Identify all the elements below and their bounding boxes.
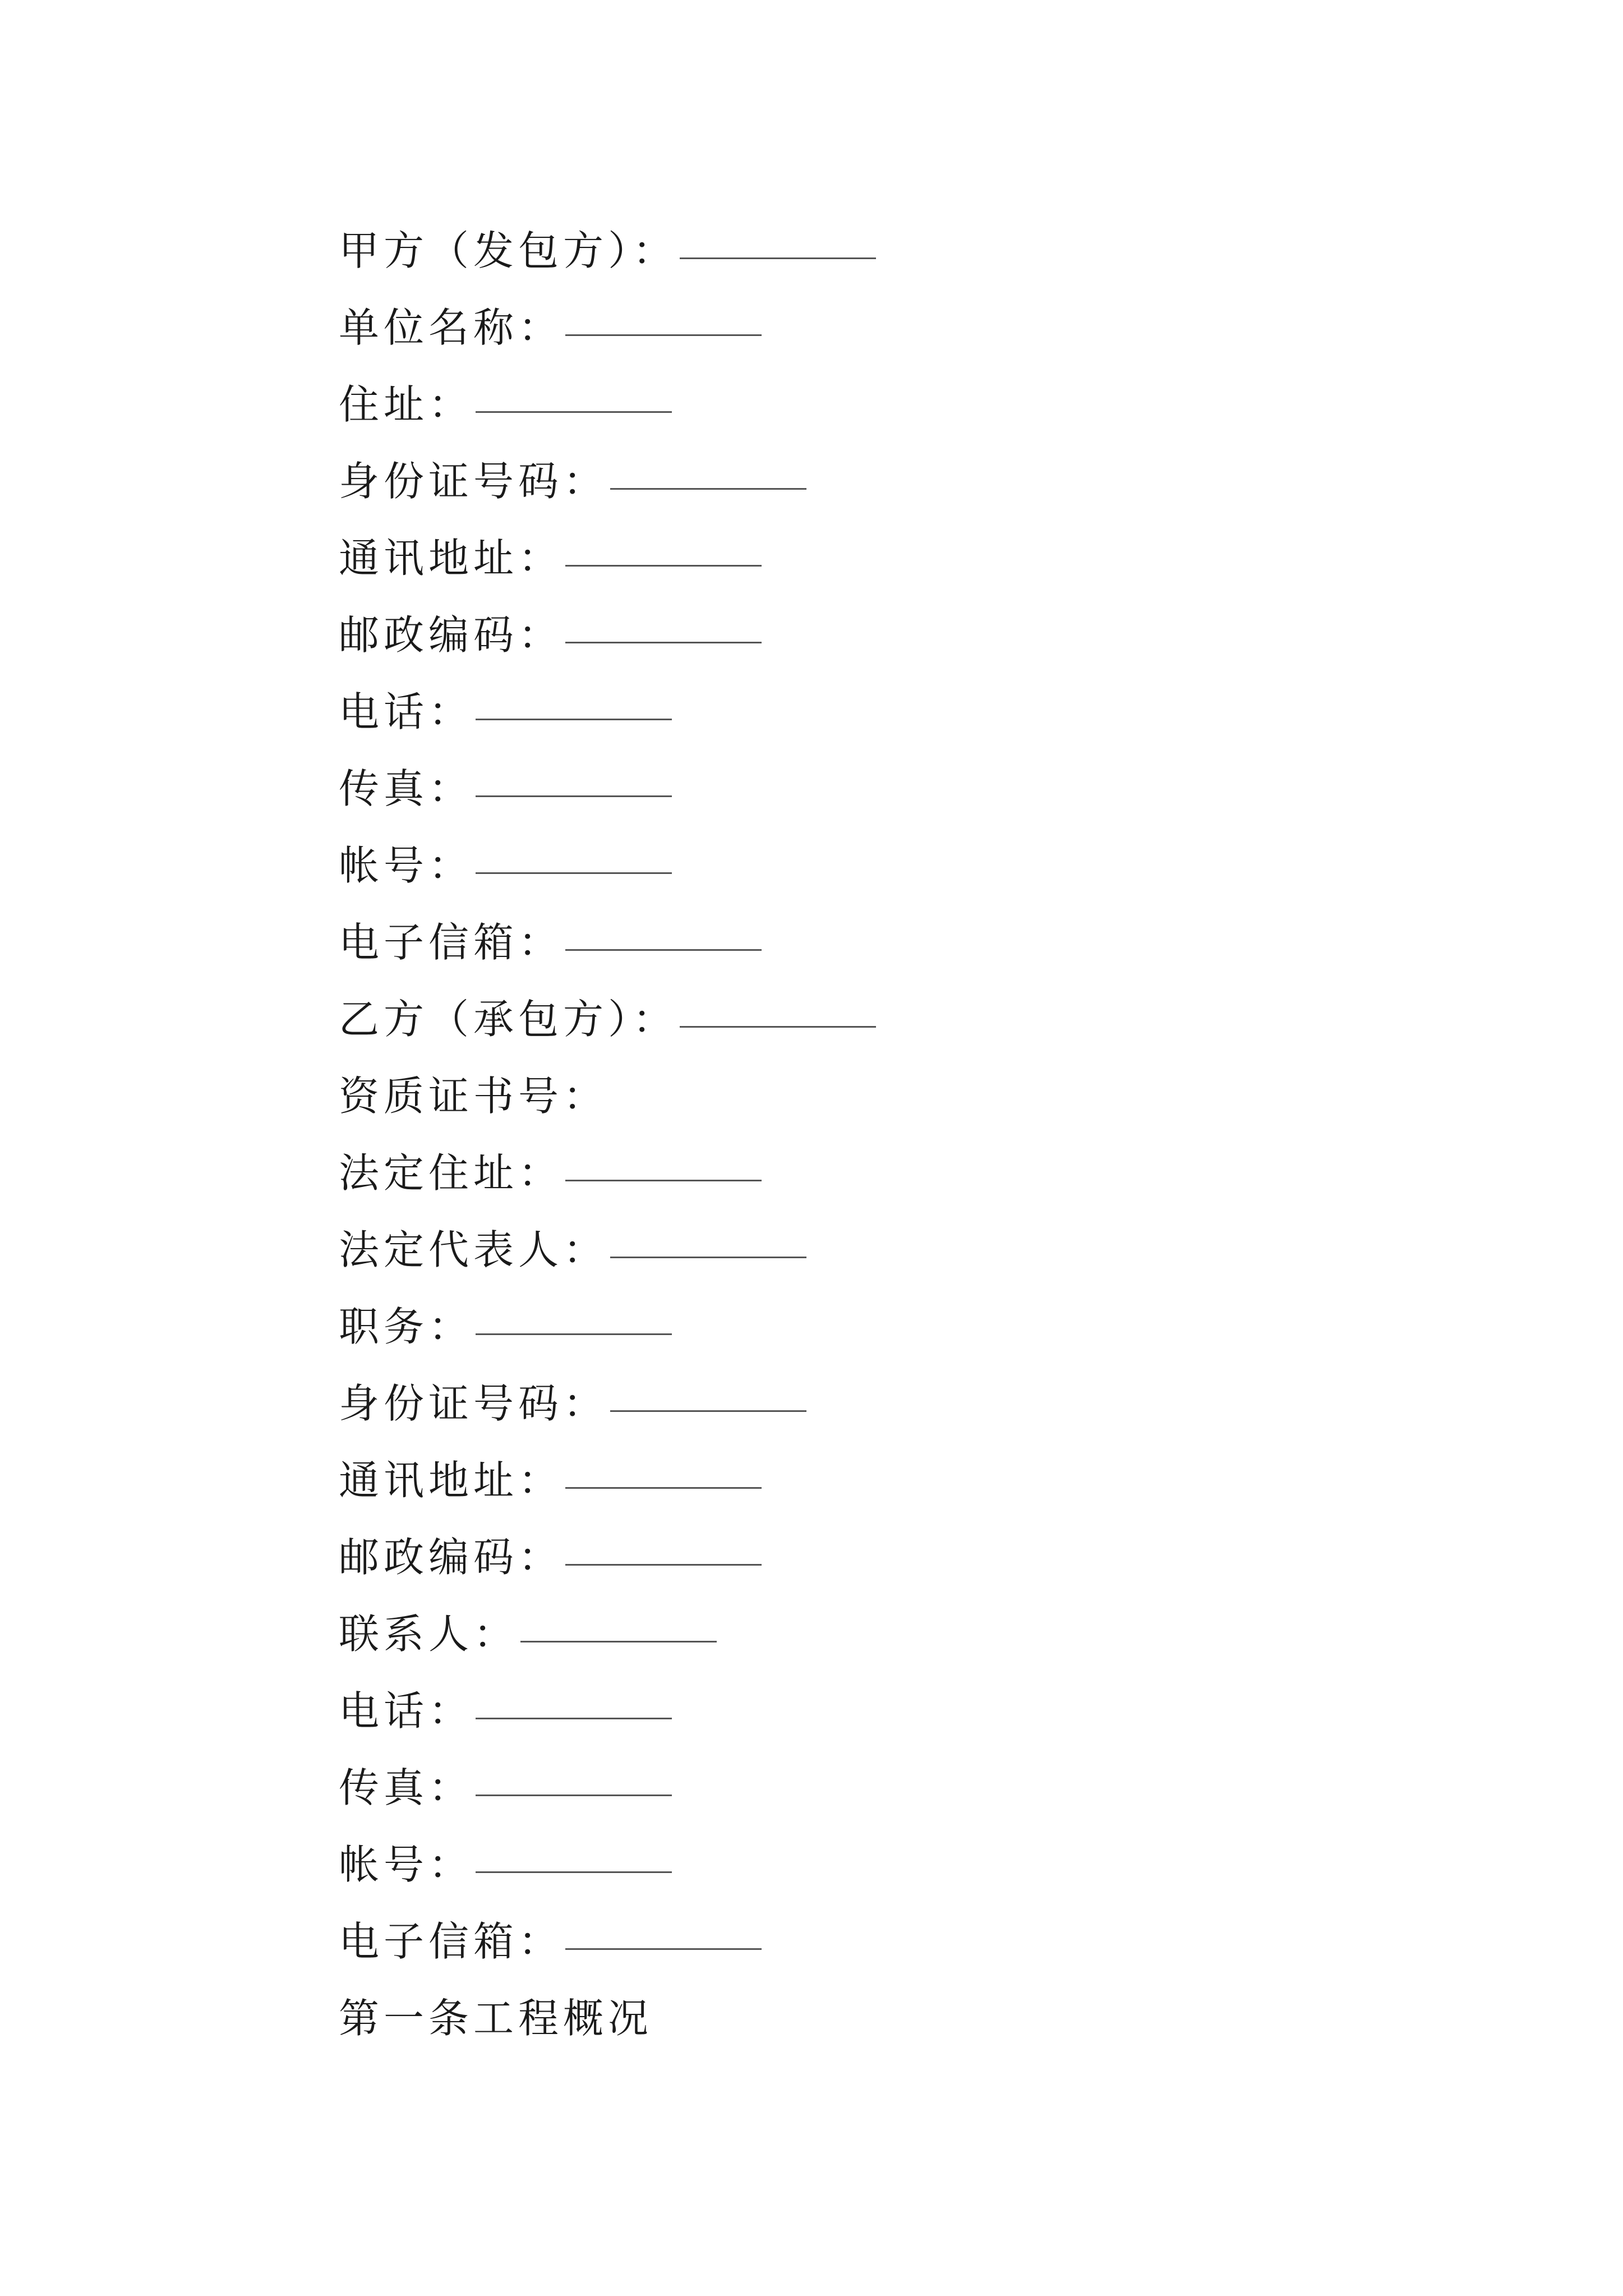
party-a-label: 甲方（发包方）： (339, 227, 678, 274)
party-a-fax-blank (476, 795, 672, 797)
residence-line (339, 362, 1460, 439)
party-b-postal-code-line (339, 1515, 1460, 1592)
party-a-id-number-label: 身份证号码： (339, 457, 608, 505)
party-a-account-label: 帐号： (339, 841, 474, 889)
qualification-cert-line (339, 1054, 1460, 1131)
party-a-phone-label: 电话： (339, 688, 474, 735)
party-a-blank (680, 257, 876, 259)
party-a-phone-line (339, 670, 1460, 747)
party-b-email-blank (565, 1948, 762, 1950)
party-a-mailing-address-blank (565, 565, 762, 567)
party-b-id-number-blank (610, 1410, 806, 1412)
party-b-phone-line (339, 1669, 1460, 1746)
party-a-fax-label: 传真： (339, 765, 474, 812)
party-b-id-number-label: 身份证号码： (339, 1379, 608, 1427)
contact-person-label: 联系人： (339, 1610, 519, 1658)
party-a-mailing-address-line (339, 516, 1460, 593)
party-a-email-blank (565, 949, 762, 951)
party-a-email-label: 电子信箱： (339, 918, 564, 966)
unit-name-label: 单位名称： (339, 303, 564, 351)
party-b-email-line (339, 1899, 1460, 1976)
party-a-mailing-address-label: 通讯地址： (339, 534, 564, 582)
legal-representative-blank (610, 1257, 806, 1258)
position-blank (476, 1333, 672, 1335)
contract-fields (339, 209, 1460, 2053)
party-b-fax-label: 传真： (339, 1764, 474, 1811)
party-a-postal-code-label: 邮政编码： (339, 611, 564, 659)
party-b-postal-code-label: 邮政编码： (339, 1533, 564, 1581)
party-b-account-blank (476, 1871, 672, 1873)
unit-name-blank (565, 334, 762, 336)
party-a-postal-code-blank (565, 642, 762, 643)
unit-name-line (339, 286, 1460, 362)
legal-address-line (339, 1131, 1460, 1208)
party-b-account-line (339, 1823, 1460, 1899)
party-b-phone-blank (476, 1718, 672, 1719)
party-b-mailing-address-blank (565, 1487, 762, 1489)
legal-address-blank (565, 1180, 762, 1181)
legal-representative-line (339, 1208, 1460, 1285)
qualification-cert-label: 资质证书号： (339, 1072, 608, 1120)
party-b-postal-code-blank (565, 1564, 762, 1566)
party-b-account-label: 帐号： (339, 1841, 474, 1888)
residence-blank (476, 411, 672, 413)
party-b-phone-label: 电话： (339, 1687, 474, 1734)
article-one-heading-text: 第一条工程概况 (339, 1994, 653, 2042)
party-a-id-number-line (339, 439, 1460, 516)
position-label: 职务： (339, 1303, 474, 1350)
party-b-email-label: 电子信箱： (339, 1917, 564, 1965)
party-b-mailing-address-label: 通讯地址： (339, 1456, 564, 1504)
party-b-id-number-line (339, 1361, 1460, 1438)
party-a-fax-line (339, 747, 1460, 823)
party-a-line (339, 209, 1460, 286)
contact-person-line (339, 1592, 1460, 1669)
article-one-heading (339, 1976, 1460, 2053)
party-a-phone-blank (476, 719, 672, 720)
contact-person-blank (520, 1641, 717, 1642)
legal-address-label: 法定住址： (339, 1149, 564, 1197)
party-b-blank (680, 1026, 876, 1028)
party-b-fax-blank (476, 1795, 672, 1796)
residence-label: 住址： (339, 380, 474, 428)
party-b-fax-line (339, 1746, 1460, 1823)
legal-representative-label: 法定代表人： (339, 1226, 608, 1273)
party-a-postal-code-line (339, 593, 1460, 670)
party-a-email-line (339, 900, 1460, 977)
party-a-id-number-blank (610, 488, 806, 490)
party-a-account-blank (476, 872, 672, 874)
party-b-label: 乙方（承包方）： (339, 995, 678, 1043)
party-b-mailing-address-line (339, 1438, 1460, 1515)
position-line (339, 1285, 1460, 1361)
party-b-line (339, 977, 1460, 1054)
party-a-account-line (339, 823, 1460, 900)
